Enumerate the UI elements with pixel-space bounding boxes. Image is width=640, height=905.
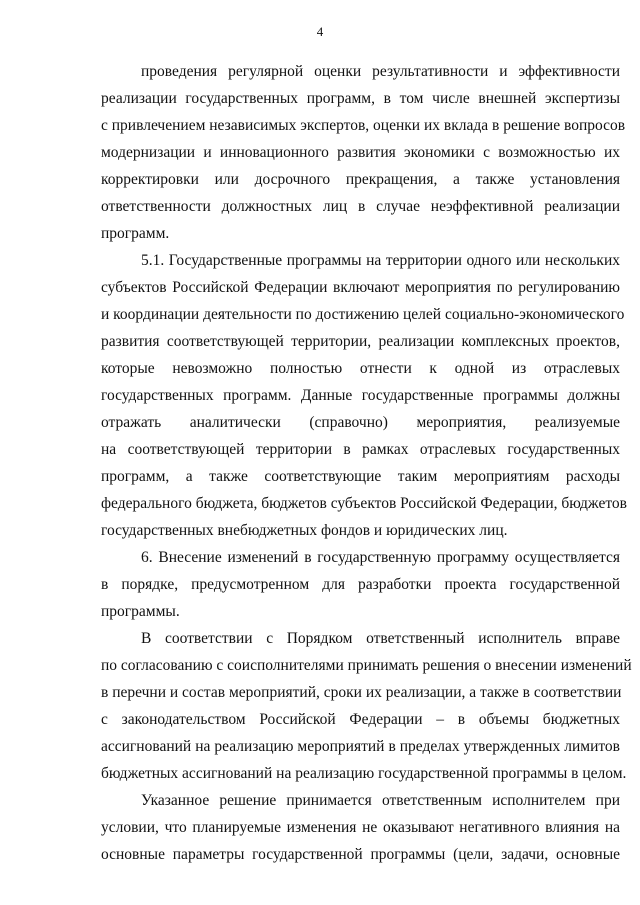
text-line: государственных программ. Данные государственные программы должны (101, 387, 620, 404)
text-line: в порядке, предусмотренном для разработки проекта государственной (101, 576, 620, 593)
text-line: которые невозможно полностью отнести к одной из отраслевых (101, 360, 620, 377)
text-line: корректировки или досрочного прекращения, а также установления (101, 171, 620, 188)
text-line: Указанное решение принимается ответственным исполнителем при (141, 792, 620, 809)
text-line: основные параметры государственной программы (цели, задачи, основные (101, 846, 620, 863)
text-line: ответственности должностных лиц в случае неэффективной реализации (101, 198, 620, 215)
text-line: реализации государственных программ, в том числе внешней экспертизы (101, 90, 620, 107)
text-line: бюджетных ассигнований на реализацию государственной программы в целом. (101, 765, 627, 782)
text-line: В соответствии с Порядком ответственный исполнитель вправе (141, 630, 620, 647)
text-line: проведения регулярной оценки результативности и эффективности (141, 63, 620, 80)
text-line: субъектов Российской Федерации включают мероприятия по регулированию (101, 279, 620, 296)
text-line: развития соответствующей территории, реализации комплексных проектов, (101, 333, 620, 350)
text-line: и координации деятельности по достижению целей социально-экономического (101, 306, 625, 323)
text-line: государственных внебюджетных фондов и юридических лиц. (101, 522, 508, 539)
text-line: 5.1. Государственные программы на территории одного или нескольких (141, 252, 620, 269)
text-line: с привлечением независимых экспертов, оценки их вклада в решение вопросов (101, 117, 626, 134)
text-line: 6. Внесение изменений в государственную программу осуществляется (141, 549, 620, 566)
text-line: условии, что планируемые изменения не оказывают негативного влияния на (101, 819, 620, 836)
text-line: по согласованию с соисполнителями принимать решения о внесении изменений (101, 657, 632, 674)
text-line: ассигнований на реализацию мероприятий в пределах утвержденных лимитов (101, 738, 620, 755)
text-line: программ. (101, 225, 170, 242)
text-line: отражать аналитически (справочно) мероприятия, реализуемые (101, 414, 620, 431)
page-number: 4 (316, 24, 324, 39)
text-line: программ, а также соответствующие таким мероприятиям расходы (101, 468, 620, 485)
text-line: с законодательством Российской Федерации – в объемы бюджетных (101, 711, 620, 728)
text-line: в перечни и состав мероприятий, сроки их реализации, а также в соответствии (101, 684, 622, 701)
text-line: федерального бюджета, бюджетов субъектов Российской Федерации, бюджетов (101, 495, 627, 512)
text-line: модернизации и инновационного развития экономики с возможностью их (101, 144, 620, 161)
text-line: программы. (101, 603, 180, 620)
text-line: на соответствующей территории в рамках отраслевых государственных (101, 441, 620, 458)
